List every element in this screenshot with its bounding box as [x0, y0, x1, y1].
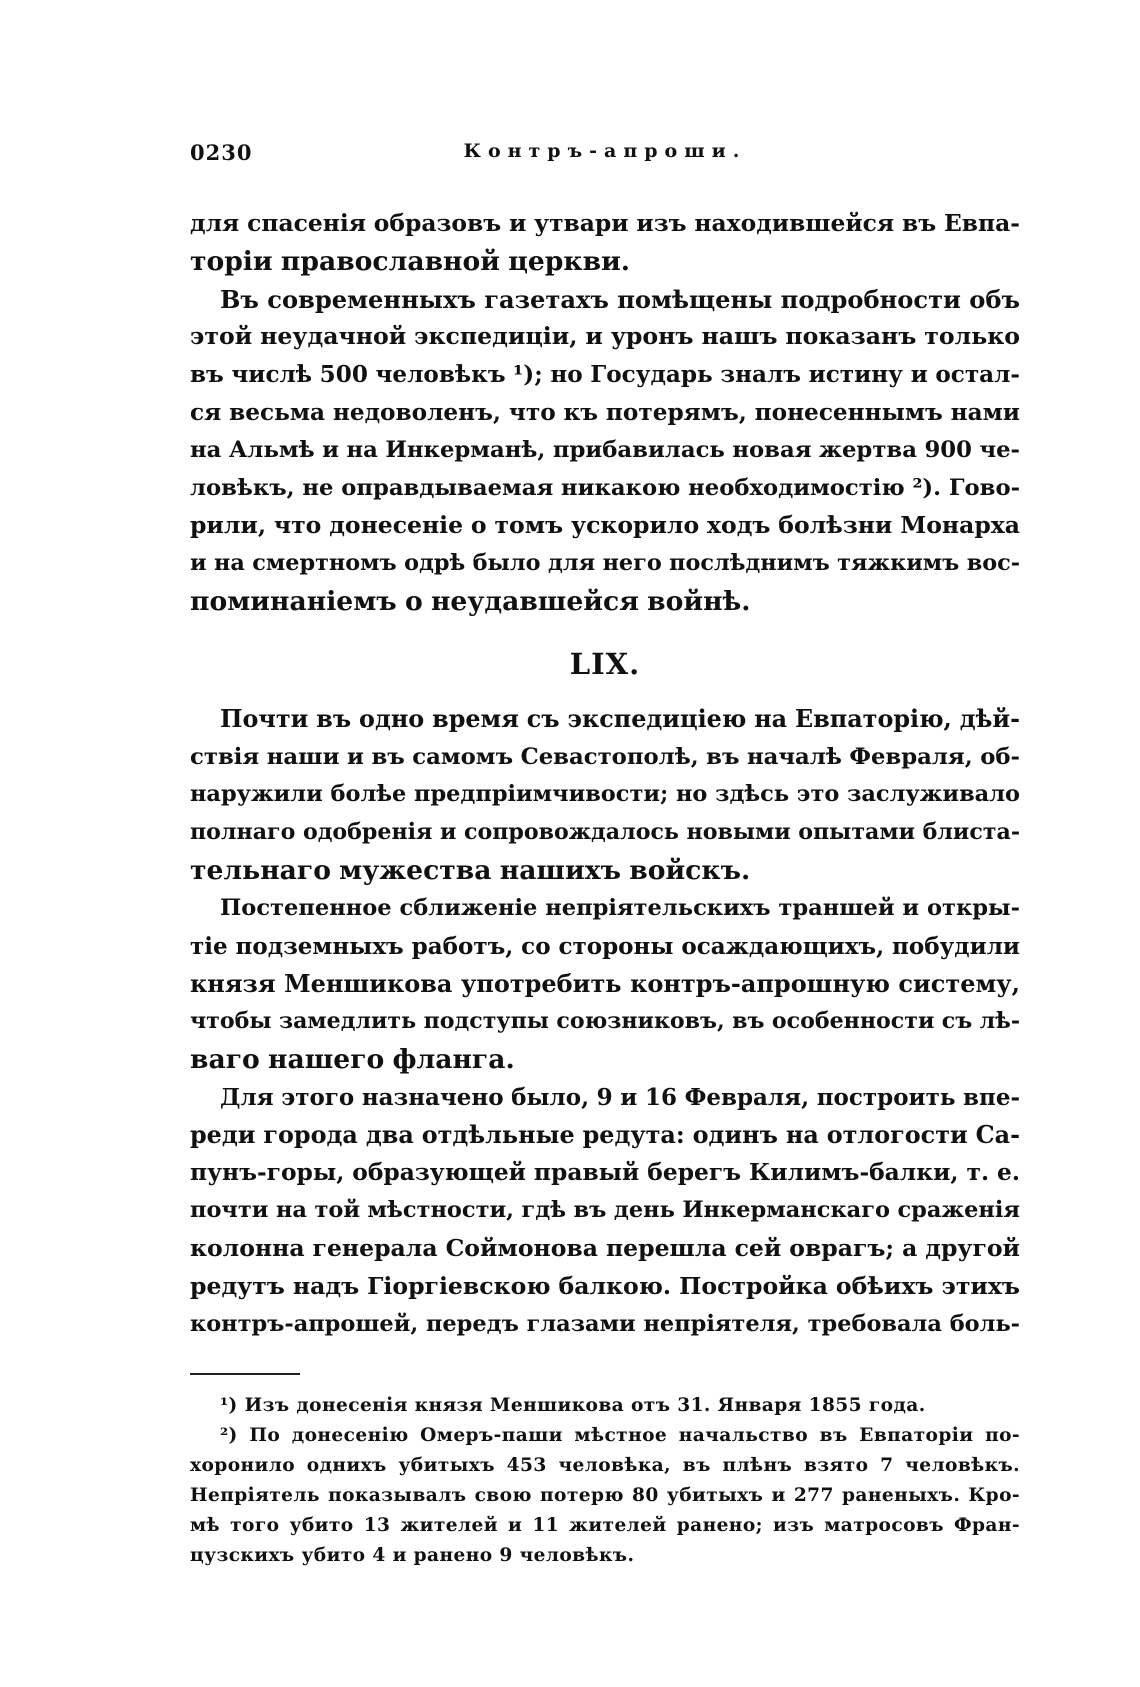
text-line: торіи православной церкви.	[190, 245, 631, 277]
footnote-2	[190, 1421, 1020, 1571]
text-line: реди города два отдѣльные редута: одинъ на отлогости Са-	[190, 1120, 1020, 1149]
text-line: этой неудачной экспедиціи, и уронъ нашъ показанъ только	[190, 322, 1020, 351]
text-line: полнаго одобренія и сопровождалось новыми опытами блиста-	[190, 819, 1020, 846]
text-line: чтобы замедлить подступы союзниковъ, въ особенности съ лѣ-	[190, 1008, 1020, 1035]
text-line: почти на той мѣстности, гдѣ въ день Инкерманскаго сраженія	[190, 1197, 1020, 1224]
text-line: пунъ-горы, образующей правый берегъ Килимъ-балки, т. е.	[190, 1158, 1020, 1187]
running-title: Контръ-апроши.	[463, 140, 747, 162]
footnote-line: ²) По донесенію Омеръ-паши мѣстное начальство въ Евпаторіи по-	[220, 1425, 1020, 1447]
paragraph	[190, 701, 1020, 890]
footnotes	[190, 1391, 1020, 1571]
text-line: на Альмѣ и на Инкерманѣ, прибавилась новая жертва 900 че-	[190, 436, 1020, 463]
footnote-divider	[190, 1373, 300, 1375]
text-line: ваго нашего фланга.	[190, 1043, 515, 1075]
text-line: Въ современныхъ газетахъ помѣщены подробности объ	[220, 284, 1020, 314]
section-heading: LIX.	[569, 646, 641, 681]
page-header	[190, 140, 1020, 180]
text-line: для спасенія образовъ и утвари изъ находившейся въ Евпа-	[190, 209, 1020, 237]
text-line: Почти въ одно время съ экспедиціею на Евпаторію, дѣй-	[220, 704, 1020, 733]
page-body	[190, 205, 1020, 1571]
text-line: Постепенное сближеніе непріятельскихъ траншей и откры-	[220, 894, 1020, 921]
text-line: тельнаго мужества нашихъ войскъ.	[190, 854, 751, 886]
footnote-line: цузскихъ убито 4 и ранено 9 человѣкъ.	[190, 1545, 635, 1567]
text-line: князя Меншикова употребить контръ-апрошную систему,	[190, 969, 1020, 999]
text-line: колонна генерала Соймонова перешла сей оврагъ; а другой	[190, 1233, 1020, 1262]
text-line: поминаніемъ о неудавшейся войнѣ.	[190, 585, 751, 617]
footnote-1	[190, 1391, 1020, 1421]
paragraph	[190, 890, 1020, 1079]
footnote-line: хоронило однихъ убитыхъ 453 человѣка, въ плѣнъ взято 7 человѣкъ.	[190, 1455, 1020, 1477]
text-line: редутъ надъ Гіоргіевскою балкою. Постройка обѣихъ этихъ	[190, 1271, 1020, 1300]
footnote-line: ¹) Изъ донесенія князя Меншикова отъ 31. Января 1855 года.	[220, 1395, 926, 1417]
page-number: 0230	[190, 140, 253, 165]
text-line: рили, что донесеніе о томъ ускорило ходъ болѣзни Монарха	[190, 511, 1020, 540]
text-line: наружили болѣе предпріимчивости; но здѣсь это заслуживало	[190, 781, 1020, 808]
text-line: контръ-апрошей, передъ глазами непріятеля, требовала боль-	[190, 1310, 1020, 1337]
text-line: въ числѣ 500 человѣкъ ¹); но Государь зналъ истину и остал-	[190, 361, 1020, 389]
text-line: ся весьма недоволенъ, что къ потерямъ, понесеннымъ нами	[190, 398, 1020, 426]
paragraph	[190, 1079, 1020, 1344]
text-line: ствія наши и въ самомъ Севастополѣ, въ началѣ Февраля, об-	[190, 743, 1020, 770]
text-line: Для этого назначено было, 9 и 16 Февраля, построить впе-	[220, 1083, 1020, 1111]
text-line: тіе подземныхъ работъ, со стороны осаждающихъ, побудили	[190, 932, 1020, 960]
text-line: ловѣкъ, не оправдываемая никакою необходимостію ²). Гово-	[190, 474, 1020, 501]
footnote-line: мѣ того убито 13 жителей и 11 жителей ранено; изъ матросовъ Фран-	[190, 1515, 1020, 1537]
paragraph-continued	[190, 205, 1020, 281]
paragraph	[190, 281, 1020, 621]
footnote-line: Непріятель показывалъ свою потерю 80 убитыхъ и 277 раненыхъ. Кро-	[190, 1485, 1020, 1507]
text-line: и на смертномъ одрѣ было для него послѣднимъ тяжкимъ вос-	[190, 550, 1020, 577]
